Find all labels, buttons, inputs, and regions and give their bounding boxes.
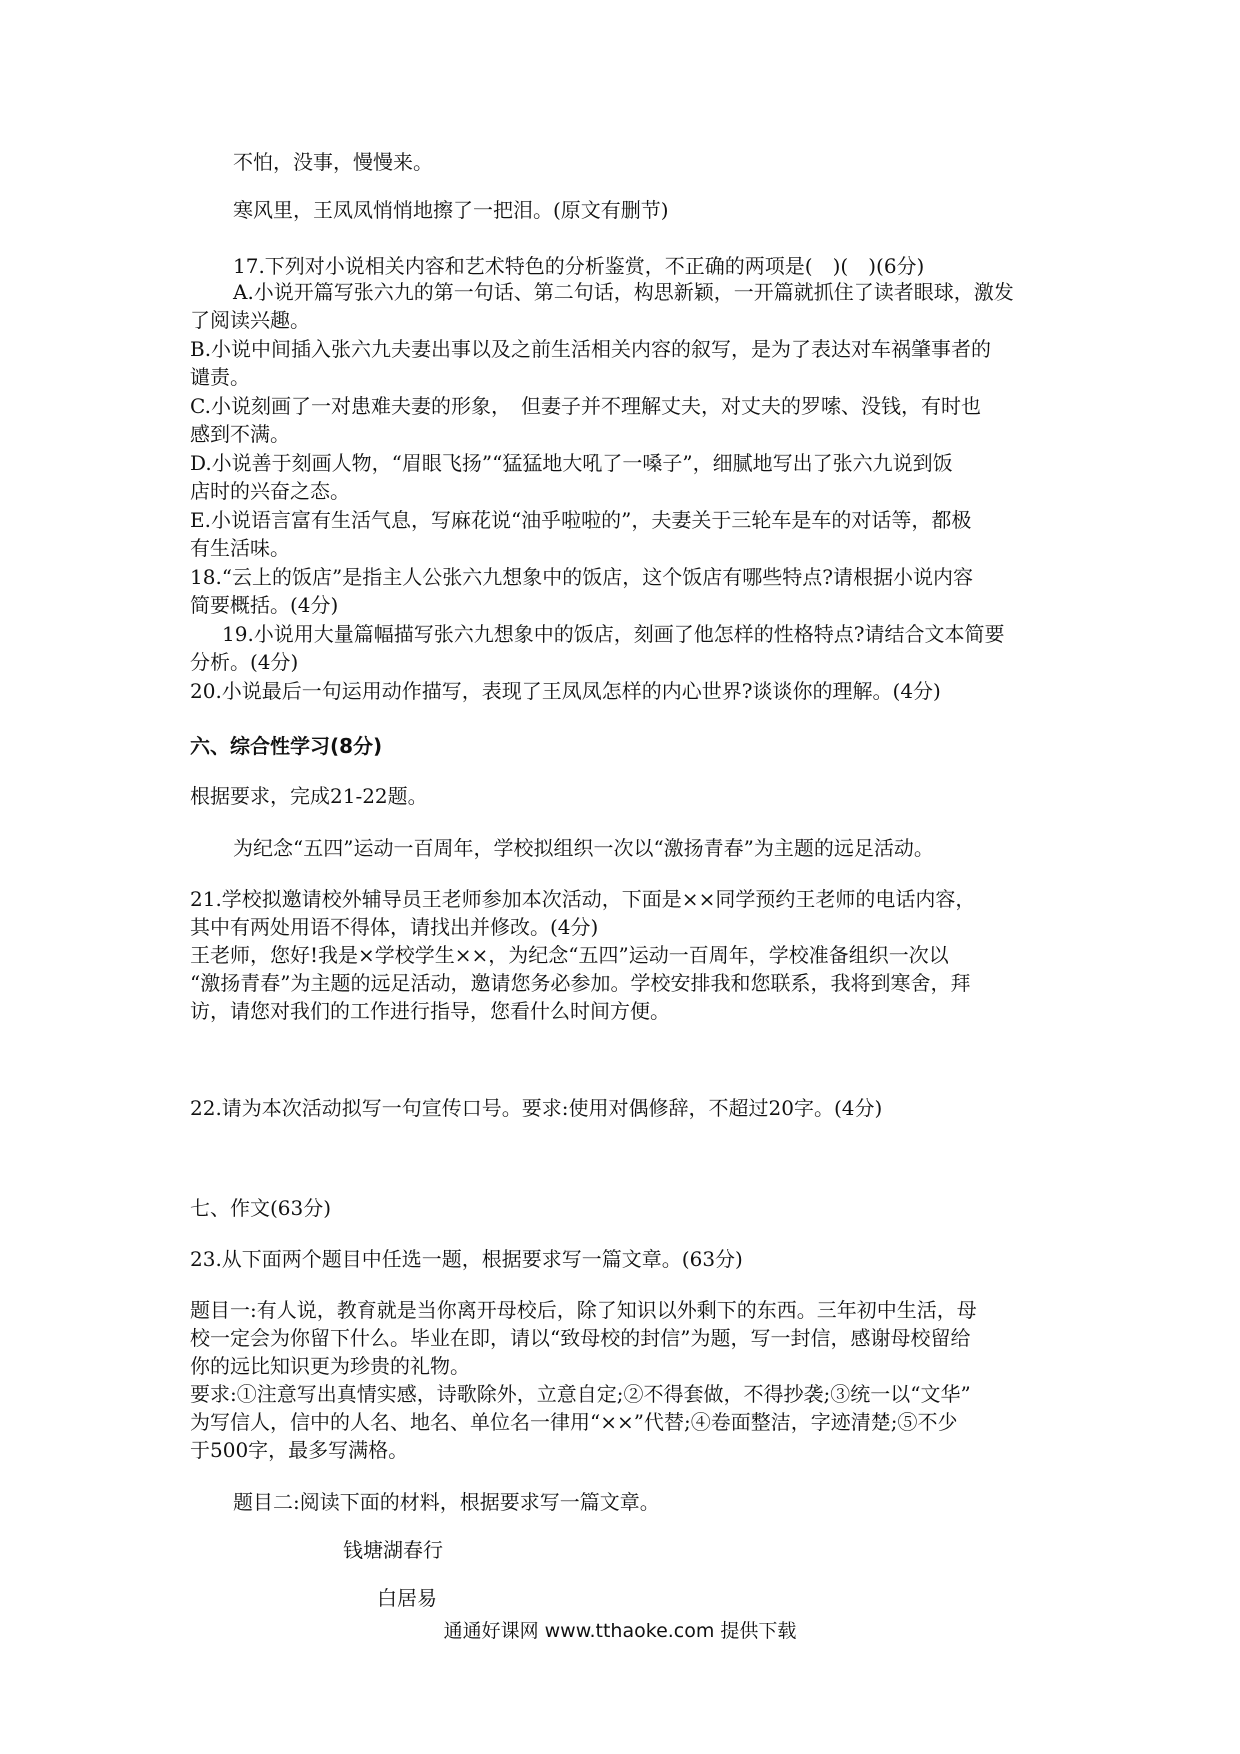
topic-1-line: 题目一:有人说，教育就是当你离开母校后，除了知识以外剩下的东西。三年初中生活，母 [190, 1298, 977, 1322]
section-6-heading: 六、综合性学习(8分) [190, 734, 383, 758]
option-c-line: 感到不满。 [190, 422, 290, 446]
option-a-line: 了阅读兴趣。 [190, 308, 310, 332]
question-21-line: 21.学校拟邀请校外辅导员王老师参加本次活动，下面是××同学预约王老师的电话内容， [190, 887, 976, 911]
question-23-stem: 23.从下面两个题目中任选一题，根据要求写一篇文章。(63分) [190, 1247, 743, 1271]
question-18-line: 18.“云上的饭店”是指主人公张六九想象中的饭店，这个饭店有哪些特点?请根据小说内容 [190, 565, 973, 589]
option-b-line: 谴责。 [190, 365, 250, 389]
passage-line: 不怕，没事，慢慢来。 [233, 150, 433, 174]
section-6-intro: 根据要求，完成21-22题。 [190, 784, 428, 808]
question-22-line: 22.请为本次活动拟写一句宣传口号。要求:使用对偶修辞，不超过20字。(4分) [190, 1096, 883, 1120]
option-d-line: 店时的兴奋之态。 [190, 479, 350, 503]
option-e-line: 有生活味。 [190, 536, 290, 560]
question-21-line: 王老师，您好!我是×学校学生××，为纪念“五四”运动一百周年，学校准备组织一次以 [190, 943, 949, 967]
requirements-line: 为写信人，信中的人名、地名、单位名一律用“××”代替;④卷面整洁，字迹清楚;⑤不少 [190, 1410, 958, 1434]
topic-1-line: 你的远比知识更为珍贵的礼物。 [190, 1354, 470, 1378]
requirements-line: 于500字，最多写满格。 [190, 1438, 409, 1462]
passage-line: 寒风里，王凤凤悄悄地擦了一把泪。(原文有删节) [233, 198, 669, 222]
section-6-context: 为纪念“五四”运动一百周年，学校拟组织一次以“激扬青春”为主题的远足活动。 [233, 836, 934, 860]
question-21-line: 其中有两处用语不得体，请找出并修改。(4分) [190, 915, 599, 939]
poem-title: 钱塘湖春行 [343, 1538, 443, 1562]
section-7-heading: 七、作文(63分) [190, 1196, 332, 1220]
question-20-line: 20.小说最后一句运用动作描写，表现了王凤凤怎样的内心世界?谈谈你的理解。(4分) [190, 679, 941, 703]
question-19-line: 19.小说用大量篇幅描写张六九想象中的饭店，刻画了他怎样的性格特点?请结合文本简要 [222, 622, 1005, 646]
question-18-line: 简要概括。(4分) [190, 593, 339, 617]
poem-author: 白居易 [377, 1586, 437, 1610]
question-17-stem: 17.下列对小说相关内容和艺术特色的分析鉴赏，不正确的两项是( )( )(6分) [233, 254, 925, 278]
option-b-line: B.小说中间插入张六九夫妻出事以及之前生活相关内容的叙写，是为了表达对车祸肇事者的 [190, 337, 992, 361]
topic-2-line: 题目二:阅读下面的材料，根据要求写一篇文章。 [233, 1490, 660, 1514]
option-a-line: A.小说开篇写张六九的第一句话、第二句话，构思新颖，一开篇就抓住了读者眼球，激发 [233, 280, 1014, 304]
question-19-line: 分析。(4分) [190, 650, 299, 674]
requirements-line: 要求:①注意写出真情实感，诗歌除外，立意自定;②不得套做，不得抄袭;③统一以“文华” [190, 1382, 971, 1406]
topic-1-line: 校一定会为你留下什么。毕业在即，请以“致母校的封信”为题，写一封信，感谢母校留给 [190, 1326, 971, 1350]
option-c-line: C.小说刻画了一对患难夫妻的形象， 但妻子并不理解丈夫，对丈夫的罗嗦、没钱，有时也 [190, 394, 981, 418]
footer-text: 通通好课网 www.tthaoke.com 提供下载 [443, 1620, 797, 1642]
option-d-line: D.小说善于刻画人物，“眉眼飞扬”“猛猛地大吼了一嗓子”，细腻地写出了张六九说到饭 [190, 451, 953, 475]
option-e-line: E.小说语言富有生活气息，写麻花说“油乎啦啦的”，夫妻关于三轮车是车的对话等，都极 [190, 508, 972, 532]
question-21-line: “激扬青春”为主题的远足活动，邀请您务必参加。学校安排我和您联系，我将到寒舍，拜 [190, 971, 971, 995]
question-21-line: 访，请您对我们的工作进行指导，您看什么时间方便。 [190, 999, 670, 1023]
